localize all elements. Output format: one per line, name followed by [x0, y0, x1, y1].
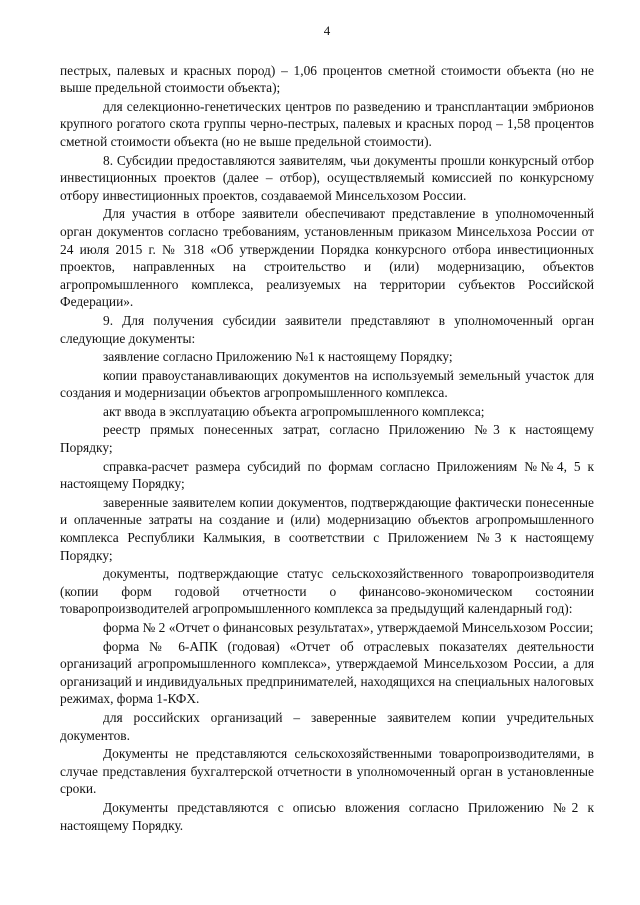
paragraph: реестр прямых понесенных затрат, согласно Приложению №3 к настоящему Порядку; — [60, 422, 594, 456]
paragraph: Для участия в отборе заявители обеспечивают представление в уполномоченный орган документов согласно требованиям, установленным приказом Минсельхоза России от 24 июля 2015 г. № 318 «Об утверждении Порядка конкурсного отбора инвестиционных проектов, направленных на строительство и (или) модернизацию, объектов агропромышленного комплекса, реализуемых на территории субъектов Российской Федерации». — [60, 206, 594, 310]
paragraph: заявление согласно Приложению №1 к настоящему Порядку; — [103, 349, 453, 365]
paragraph: заверенные заявителем копии документов, подтверждающие фактически понесенные и оплаченные затраты на создание и (или) модернизацию объектов агропромышленного комплекса Республики Калмыкия, в соответствии с Приложением №3 к настоящему Порядку; — [60, 494, 594, 563]
paragraph: форма № 2 «Отчет о финансовых результатах», утверждаемой Минсельхозом России; — [103, 620, 594, 635]
paragraph: 8. Субсидии предоставляются заявителям, чьи документы прошли конкурсный отбор инвестиционных проектов (далее – отбор), осуществляемый комиссией по конкурсному отбору инвестиционных проектов, создаваемой Минсельхозом России. — [60, 152, 594, 203]
paragraph: акт ввода в эксплуатацию объекта агропромышленного комплекса; — [103, 403, 485, 419]
paragraph: Документы представляются с описью вложения согласно Приложению №2 к настоящему Порядку. — [60, 799, 594, 833]
paragraph: документы, подтверждающие статус сельскохозяйственного товаропроизводителя (копии форм годовой отчетности о финансово-экономическом состоянии товаропроизводителей агропромышленного комплекса за предыдущий календарный год): — [60, 566, 594, 617]
paragraph: для селекционно-генетических центров по разведению и трансплантации эмбрионов крупного рогатого скота группы черно-пестрых, палевых и красных пород – 1,58 процентов сметной стоимости объекта (но не выше предельной стоимости). — [60, 98, 594, 149]
paragraph: форма № 6-АПК (годовая) «Отчет об отраслевых показателях деятельности организаций агропромышленного комплекса», утверждаемой Минсельхозом России, а для организаций и индивидуальных предпринимателей, находящихся на специальных налоговых режимах, форма 1-КФХ. — [60, 638, 594, 707]
document-body — [60, 62, 594, 835]
page-number: 4 — [323, 23, 331, 38]
paragraph: для российских организаций – заверенные заявителем копии учредительных документов. — [60, 709, 594, 743]
paragraph: Документы не представляются сельскохозяйственными товаропроизводителями, в случае представления бухгалтерской отчетности в уполномоченный орган в установленные сроки. — [60, 746, 594, 797]
paragraph: копии правоустанавливающих документов на используемый земельный участок для создания и модернизации объектов агропромышленного комплекса. — [60, 367, 594, 401]
paragraph: пестрых, палевых и красных пород) – 1,06 процентов сметной стоимости объекта (но не выше предельной стоимости объекта); — [60, 62, 594, 96]
paragraph: 9. Для получения субсидии заявители представляют в уполномоченный орган следующие документы: — [60, 312, 594, 346]
paragraph: справка-расчет размера субсидий по формам согласно Приложениям №№4, 5 к настоящему Порядку; — [60, 458, 594, 492]
